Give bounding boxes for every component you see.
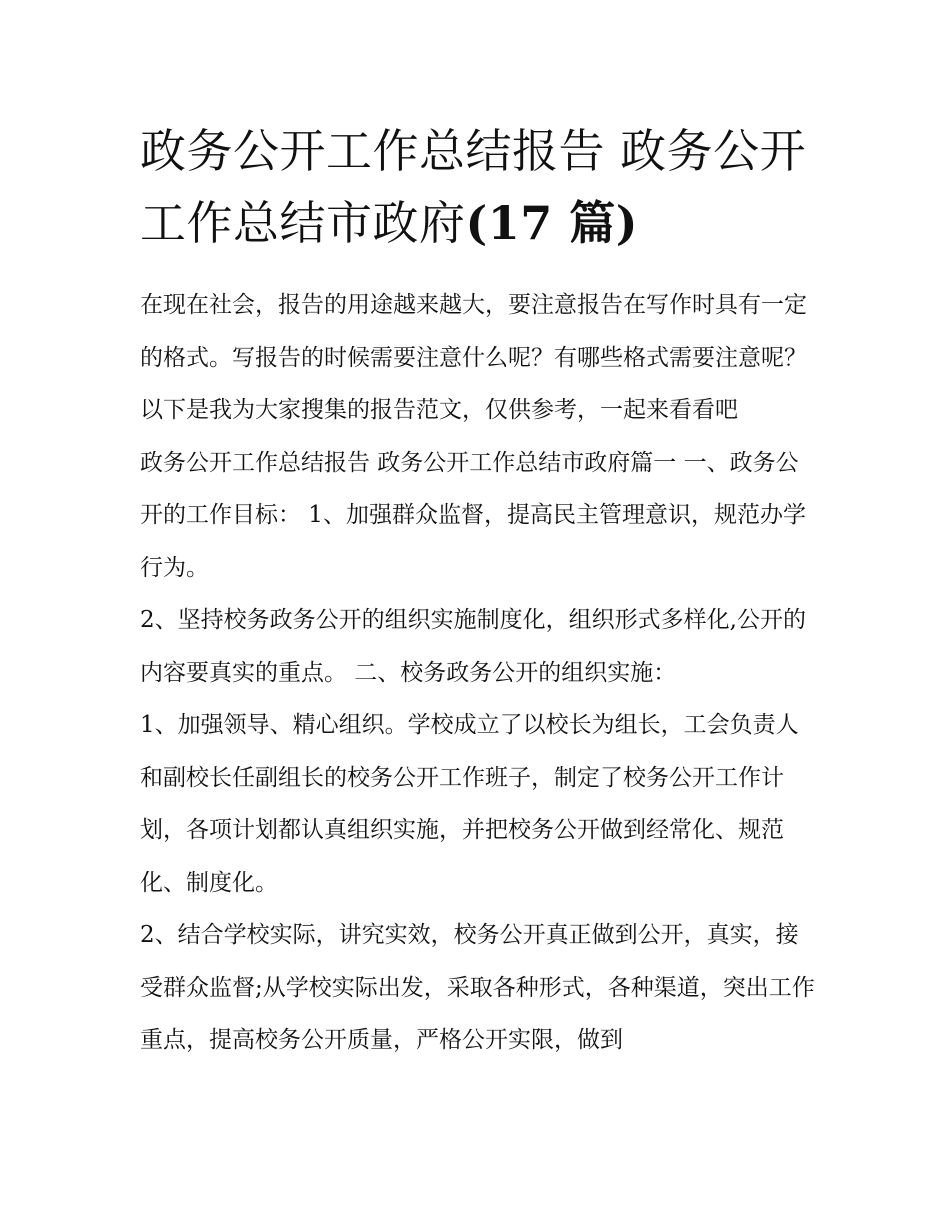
body-paragraph: 2、结合学校实际，讲究实效，校务公开真正做到公开，真实，接受群众监督;从学校实际出发，采取各种形式，各种渠道，突出工作重点，提高校务公开质量，严格公开实限，做到 bbox=[140, 922, 815, 1053]
intro-paragraph: 在现在社会，报告的用途越来越大，要注意报告在写作时具有一定的格式。写报告的时候需要注意什么呢？有哪些格式需要注意呢？以下是我为大家搜集的报告范文，仅供参考，一起来看看吧 bbox=[140, 292, 807, 423]
body-paragraph: 1、加强领导、精心组织。学校成立了以校长为组长，工会负责人和副校长任副组长的校务公开工作班子，制定了校务公开工作计划，各项计划都认真组织实施，并把校务公开做到经常化、规范化、制度化。 bbox=[140, 712, 799, 896]
title-count: (17 篇) bbox=[465, 196, 639, 250]
body-paragraph: 政务公开工作总结报告 政务公开工作总结市政府篇一 一、政务公开的工作目标： 1、加强群众监督，提高民主管理意识，规范办学行为。 bbox=[140, 449, 806, 581]
title-text: 政务公开工作总结报告 政务公开工作总结市政府 bbox=[140, 124, 807, 250]
body-paragraph: 2、坚持校务政务公开的组织实施制度化，组织形式多样化,公开的内容要真实的重点。 二、校务政务公开的组织实施： bbox=[140, 607, 806, 686]
document-title bbox=[140, 115, 815, 259]
document-body bbox=[140, 115, 815, 1067]
